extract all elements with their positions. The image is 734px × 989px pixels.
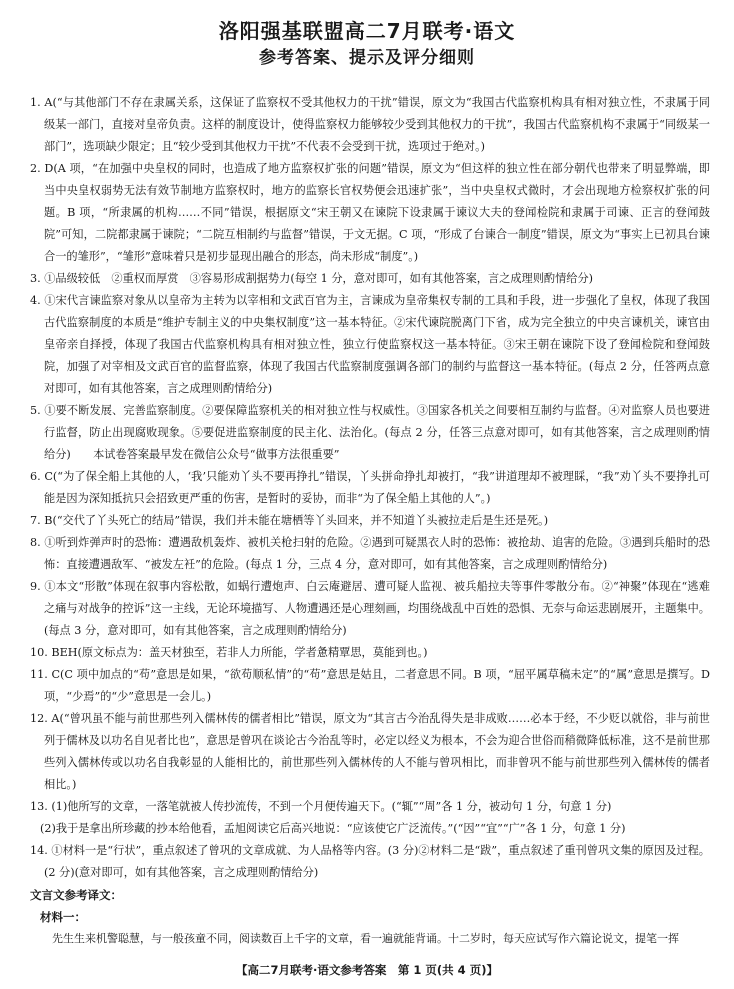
answer-item-2: 2. D(A 项，“在加强中央皇权的同时，也造成了地方监察权扩张的问题”错误，原文为“但这样的独立性在部分朝代也带来了明显弊端，即当中央皇权弱势无法有效节制地方监察权时，地方的监察长官权势便会迅速扩张”，当中央皇权式微时，才会出现地方检察权扩张的问题。B 项，“所隶属的机构……不同”错误，根据原文“宋王朝又在谏院下设隶属于谏议大夫的登闻检院和隶属于司谏、正言的登闻鼓院”可知，二院都隶属于谏院；“二院互相制约与监督”错误，于文无据。C 项，“形成了台谏合一制度”错误，原文为“事实上已初具台谏合一的雏形”，“雏形”意味着只是初步显现出融合的形态，尚未形成“制度”。) bbox=[30, 162, 710, 263]
answer-item-13-part2: (2)我于是拿出所珍藏的抄本给他看，孟旭阅读它后高兴地说：“应该使它广泛流传。”(“因”“宜”“广”各 1 分，句意 1 分) bbox=[40, 822, 626, 835]
answer-item-4: 4. ①宋代言谏监察对象从以皇帝为主转为以宰相和文武百官为主，言谏成为皇帝集权专制的工具和手段，进一步强化了皇权，体现了我国古代监察制度的本质是“维护专制主义的中央集权制度”这一基本特征。②宋代谏院脱离门下省，成为完全独立的中央言谏机关，谏官由皇帝亲自择授，体现了我国古代监察机构具有相对独立性，独立行使监察权这一基本特征。③宋王朝在谏院下设了登闻检院和登闻鼓院，加强了对宰相及文武百官的监督监察，体现了我国古代监察制度强调各部门的制约与监督这一基本特征。(每点 2 分，任答两点意对即可，如有其他答案，言之成理则酌情给分) bbox=[30, 294, 710, 395]
answer-item-14: 14. ①材料一是“行状”，重点叙述了曾巩的文章成就、为人品格等内容。(3 分)②材料二是“跋”，重点叙述了重刊曾巩文集的原因及过程。(2 分)(意对即可，如有其他答案，言之成理则酌情给分) bbox=[30, 844, 710, 879]
answer-item-13-part1: 13. (1)他所写的文章，一落笔就被人传抄流传，不到一个月便传遍天下。(“辄”“周”各 1 分，被动句 1 分，句意 1 分) bbox=[30, 800, 612, 813]
answer-item-1: 1. A(“与其他部门不存在隶属关系，这保证了监察权不受其他权力的干扰”错误，原文为“我国古代监察机构具有相对独立性，不隶属于同级某一部门，直接对皇帝负责。这样的制度设计，使得监察权力能够较少受到其他权力的干扰”，我国古代监察机构不隶属于“同级某一部门”，选项缺少限定；且“较少受到其他权力干扰”不代表不会受到干扰，选项过于绝对。) bbox=[30, 96, 710, 153]
answer-item-8: 8. ①听到炸弹声时的恐怖：遭遇敌机轰炸、被机关枪扫射的危险。②遇到可疑黑衣人时的恐怖：被抢劫、追害的危险。③遇到兵船时的恐怖：直接遭遇敌军、“被发左衽”的危险。(每点 1 分，三点 4 分，意对即可，如有其他答案，言之成理则酌情给分) bbox=[30, 536, 710, 571]
page-subtitle: 参考答案、提示及评分细则 bbox=[259, 48, 475, 68]
answer-item-11: 11. C(C 项中加点的“苟”意思是如果，“欲苟顺私情”的“苟”意思是姑且，二者意思不同。B 项，“屈平属草稿未定”的“属”意思是撰写。D 项，“少焉”的“少”意思是一会儿。) bbox=[30, 668, 710, 703]
answer-item-5: 5. ①要不断发展、完善监察制度。②要保障监察机关的相对独立性与权威性。③国家各机关之间要相互制约与监督。④对监察人员也要进行监督，防止出现腐败现象。⑤要促进监察制度的民主化、法治化。(每点 2 分，任答三点意对即可，如有其他答案，言之成理则酌情给分) 本试卷答案最早发在微信公众号“做事方法很重要” bbox=[30, 404, 710, 461]
page-title: 洛阳强基联盟高二7月联考·语文 bbox=[218, 19, 516, 43]
answer-item-3: 3. ①品级较低 ②重权而厚赏 ③容易形成割据势力(每空 1 分，意对即可，如有其他答案，言之成理则酌情给分) bbox=[30, 272, 594, 285]
answer-content bbox=[30, 92, 710, 950]
answer-item-10: 10. BEH(原文标点为：盖天材独至，若非人力所能，学者惫精覃思，莫能到也。) bbox=[30, 646, 428, 659]
material-label: 材料一： bbox=[40, 910, 86, 924]
answer-item-6: 6. C(“为了保全船上其他的人，‘我’只能劝丫头不要再挣扎”错误，丫头拼命挣扎却被打，“我”讲道理却不被理睬，“我”劝丫头不要挣扎可能是因为深知抵抗只会招致更严重的伤害，是暂时的妥协，而非“为了保全船上其他的人”。) bbox=[30, 470, 710, 505]
answer-item-9: 9. ①本文“形散”体现在叙事内容松散，如蜗行遭炮声、白云庵避居、遭可疑人监视、被兵船拉夫等事件零散分布。②“神聚”体现在“逃难之痛与对战争的控诉”这一主线，无论环境描写、人物遭遇还是心理刻画，均围绕战乱中百姓的恐惧、无奈与命运悲剧展开，主题集中。(每点 3 分，意对即可，如有其他答案，言之成理则酌情给分) bbox=[30, 580, 710, 637]
translation-heading: 文言文参考译文： bbox=[30, 888, 122, 902]
page-footer: 【高二7月联考·语文参考答案 第 1 页(共 4 页)】 bbox=[236, 963, 498, 977]
answer-item-7: 7. B(“交代了丫头死亡的结局”错误，我们并未能在塘栖等丫头回来，并不知道丫头被拉走后是生还是死。) bbox=[30, 514, 549, 527]
answer-item-12: 12. A(“曾巩虽不能与前世那些列入儒林传的儒者相比”错误，原文为“其言古今治乱得失是非成败……必本于经，不少贬以就俗，非与前世列于儒林及以功名自见者比也”，意思是曾巩在谈论古今治乱等时，必定以经义为根本，不会为迎合世俗而稍微降低标准，这不是前世那些列入儒林传或以功名自我彰显的人能相比的，前世那些列入儒林传的人不能与曾巩相比，而非曾巩不能与前世那些列入儒林传的儒者相比。) bbox=[30, 712, 710, 791]
translation-first-line: 先生生来机警聪慧，与一般孩童不同，阅读数百上千字的文章，看一遍就能背诵。十二岁时，每天应试写作六篇论说文，提笔一挥 bbox=[52, 932, 679, 945]
